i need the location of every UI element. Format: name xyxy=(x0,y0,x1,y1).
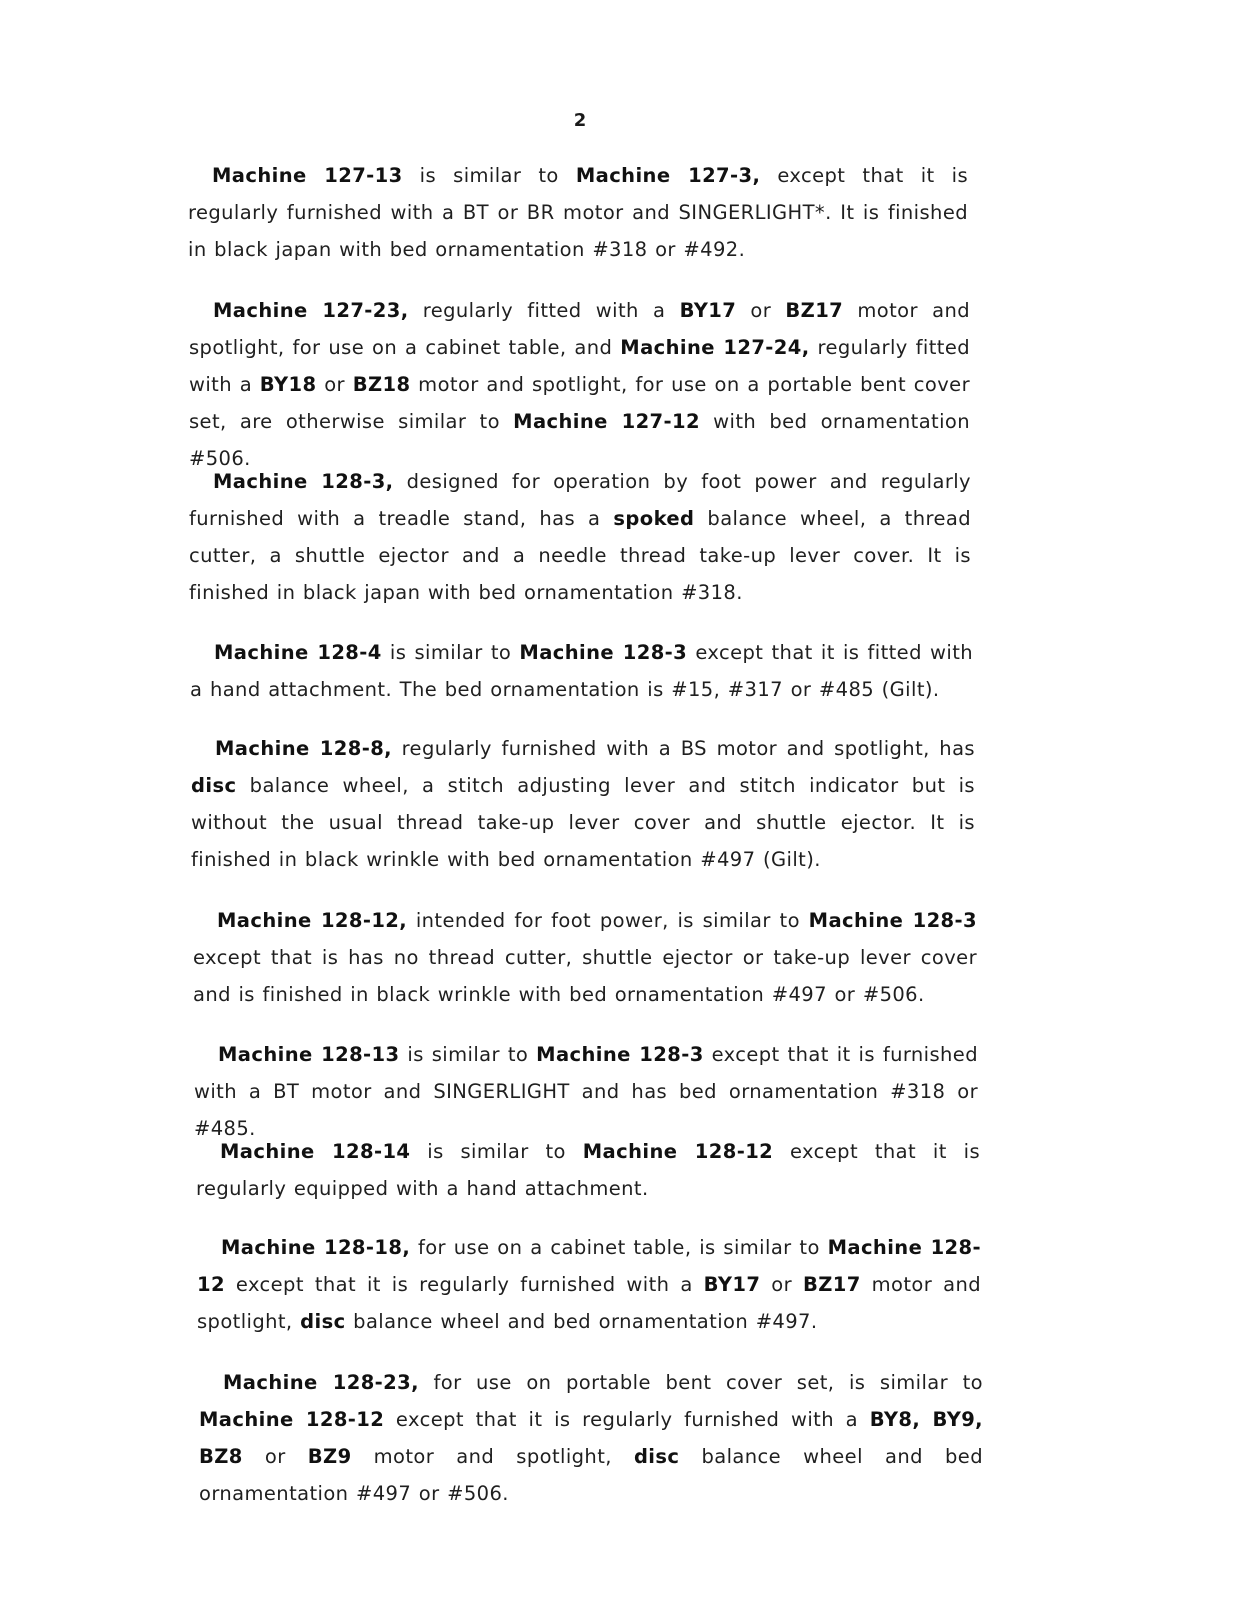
text-run: designed for operation by foot power and regularly furnished with a treadle stand, has a xyxy=(189,470,971,530)
text-run: regularly furnished with a BS motor and spotlight, has xyxy=(391,737,975,760)
text-run: balance wheel and bed ornamentation #497. xyxy=(345,1310,818,1333)
bold-run: Machine 128-12 xyxy=(582,1140,774,1163)
text-run: except that it is regularly furnished with a xyxy=(384,1408,870,1431)
text-run: motor and spotlight, xyxy=(197,1273,981,1333)
bold-run: Machine 128-12 xyxy=(199,1408,385,1431)
text-run: motor and spotlight, for use on a cabinet table, and xyxy=(189,299,970,359)
bold-run: Machine 128-14 xyxy=(220,1140,411,1163)
text-run: is similar to xyxy=(381,641,520,664)
text-run: for use on a cabinet table, is similar to xyxy=(410,1236,828,1259)
bold-run: Machine 128-8, xyxy=(215,737,392,760)
bold-run: Machine 128-4 xyxy=(214,641,382,664)
bold-run: disc xyxy=(633,1445,680,1468)
bold-run: BZ17 xyxy=(785,299,844,322)
bold-run: BY8, BY9, BZ8 xyxy=(199,1408,983,1468)
text-run: with bed ornamentation #506. xyxy=(189,410,970,470)
bold-run: BZ9 xyxy=(307,1445,352,1468)
bold-run: Machine 128-12, xyxy=(217,909,408,932)
text-run: motor and spotlight, xyxy=(351,1445,634,1468)
bold-run: BY17 xyxy=(679,299,737,322)
bold-run: Machine 127-23, xyxy=(213,299,409,322)
paragraph-machine-128-4 xyxy=(190,634,973,708)
text-run: balance wheel, a stitch adjusting lever and stitch indicator but is without the usual thread take-up lever cover and shuttle ejector. It is finished in black wrinkle with bed ornamentation #497 (Gilt). xyxy=(191,774,975,871)
text-run: except that it is fitted with a hand attachment. The bed ornamentation is #15, #317 or #485 (Gilt). xyxy=(190,641,974,701)
bold-run: spoked xyxy=(613,507,695,530)
text-run: regularly fitted with a xyxy=(408,299,680,322)
bold-run: BZ18 xyxy=(352,373,411,396)
bold-run: Machine 128-12 xyxy=(197,1236,981,1296)
paragraph-machine-128-23 xyxy=(199,1364,983,1512)
bold-run: Machine 127-12 xyxy=(513,410,700,433)
text-run: except that it is furnished with a BT motor and SINGERLIGHT and has bed ornamentation #318 or #485. xyxy=(194,1043,978,1140)
text-run: or xyxy=(242,1445,308,1468)
paragraph-machine-128-18 xyxy=(197,1229,981,1340)
text-run: except that is has no thread cutter, shuttle ejector or take-up lever cover and is finished in black wrinkle with bed ornamentation #497 or #506. xyxy=(193,946,977,1006)
bold-run: Machine 128-18, xyxy=(221,1236,411,1259)
bold-run: Machine 128-3, xyxy=(213,470,394,493)
text-run: or xyxy=(316,373,353,396)
bold-run: Machine 128-23, xyxy=(223,1371,419,1394)
paragraph-machine-128-14 xyxy=(196,1133,980,1207)
paragraph-machine-128-13 xyxy=(194,1036,978,1147)
text-run: or xyxy=(736,299,786,322)
text-run: except that it is regularly furnished with a xyxy=(224,1273,704,1296)
text-run: balance wheel, a thread cutter, a shuttle ejector and a needle thread take-up lever cover. It is finished in black japan with bed ornamentation #318. xyxy=(189,507,972,604)
text-run: or xyxy=(760,1273,803,1296)
bold-run: BY18 xyxy=(259,373,317,396)
paragraph-machine-128-8 xyxy=(191,730,975,878)
bold-run: BZ17 xyxy=(802,1273,861,1296)
paragraph-machine-127-23-24 xyxy=(189,292,970,477)
text-run: balance wheel and bed ornamentation #497 or #506. xyxy=(199,1445,983,1505)
bold-run: Machine 128-13 xyxy=(218,1043,400,1066)
page-number: 2 xyxy=(573,110,587,131)
paragraph-machine-128-12 xyxy=(193,902,977,1013)
text-run: regularly fitted with a xyxy=(189,336,970,396)
text-run: except that it is regularly equipped with a hand attachment. xyxy=(196,1140,981,1200)
text-run: intended for foot power, is similar to xyxy=(407,909,809,932)
bold-run: BY17 xyxy=(703,1273,761,1296)
bold-run: Machine 128-3 xyxy=(536,1043,704,1066)
text-run: for use on portable bent cover set, is similar to xyxy=(418,1371,983,1394)
text-run: except that it is regularly furnished with a BT or BR motor and SINGERLIGHT*. It is finished in black japan with bed ornamentation #318 or #492. xyxy=(188,164,969,261)
bold-run: disc xyxy=(300,1310,346,1333)
bold-run: Machine 128-3 xyxy=(808,909,977,932)
bold-run: Machine 127-24, xyxy=(620,336,810,359)
bold-run: disc xyxy=(191,774,237,797)
bold-run: Machine 127-3, xyxy=(575,164,761,187)
text-run: is similar to xyxy=(399,1043,537,1066)
bold-run: Machine 128-3 xyxy=(519,641,688,664)
text-run: is similar to xyxy=(410,1140,583,1163)
text-run: motor and spotlight, for use on a portable bent cover set, are otherwise similar to xyxy=(189,373,970,433)
paragraph-machine-127-13 xyxy=(188,157,968,268)
paragraph-machine-128-3 xyxy=(189,463,971,611)
text-run: is similar to xyxy=(402,164,576,187)
bold-run: Machine 127-13 xyxy=(212,164,403,187)
